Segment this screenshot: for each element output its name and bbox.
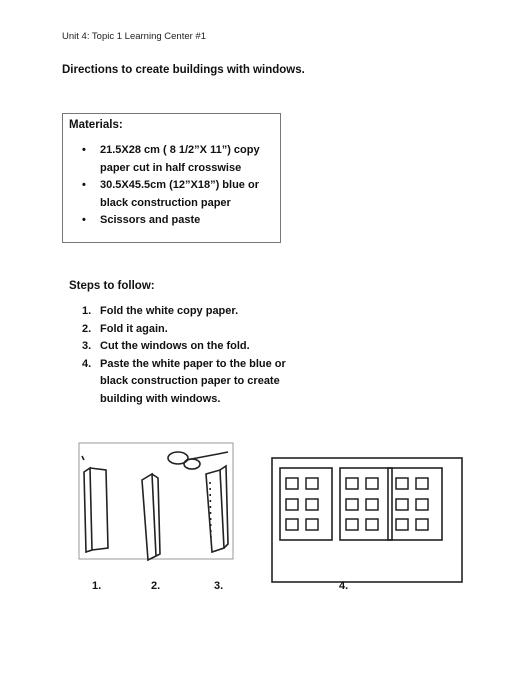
step-number: 2. bbox=[82, 322, 92, 335]
step-text: Fold it again. bbox=[100, 322, 168, 335]
directions-title: Directions to create buildings with windows. bbox=[62, 64, 305, 76]
bullet: • bbox=[82, 214, 86, 226]
materials-item-text: 30.5X45.5cm (12”X18”) blue or black construction paper bbox=[100, 179, 259, 209]
step-item bbox=[82, 356, 302, 409]
scissors-cut-sketch-3 bbox=[168, 452, 228, 552]
step-number: 1. bbox=[82, 305, 92, 317]
step-text: Paste the white paper to the blue or black construction paper to create building with windows. bbox=[100, 357, 286, 405]
bullet: • bbox=[82, 144, 86, 156]
materials-item-text: 21.5X28 cm ( 8 1/2”X 11”) copy paper cut in half crosswise bbox=[100, 144, 260, 174]
step-item bbox=[82, 338, 302, 356]
building-with-windows-illustration bbox=[270, 456, 466, 586]
step-number: 3. bbox=[82, 340, 92, 352]
step-number: 4. bbox=[82, 357, 92, 370]
figure-label-3: 3. bbox=[214, 580, 224, 592]
step-text: Cut the windows on the fold. bbox=[100, 340, 250, 352]
step-text: Fold the white copy paper. bbox=[100, 305, 239, 317]
step-item bbox=[82, 321, 302, 339]
figure-label-2: 2. bbox=[151, 580, 161, 592]
page-header: Unit 4: Topic 1 Learning Center #1 bbox=[62, 31, 206, 42]
folding-steps-illustration bbox=[78, 442, 236, 562]
figure-label-1: 1. bbox=[92, 580, 102, 592]
materials-heading: Materials: bbox=[69, 119, 123, 131]
steps-list bbox=[82, 303, 302, 408]
steps-heading: Steps to follow: bbox=[69, 280, 155, 292]
folded-paper-sketch-1 bbox=[82, 456, 108, 552]
materials-list bbox=[82, 142, 282, 230]
materials-item bbox=[82, 177, 282, 212]
materials-item bbox=[82, 142, 282, 177]
folded-paper-sketch-2 bbox=[142, 474, 160, 560]
figure-label-4: 4. bbox=[339, 580, 349, 592]
materials-item-text: Scissors and paste bbox=[100, 214, 201, 226]
step-item bbox=[82, 303, 302, 321]
bullet: • bbox=[82, 179, 86, 191]
materials-item bbox=[82, 212, 282, 230]
